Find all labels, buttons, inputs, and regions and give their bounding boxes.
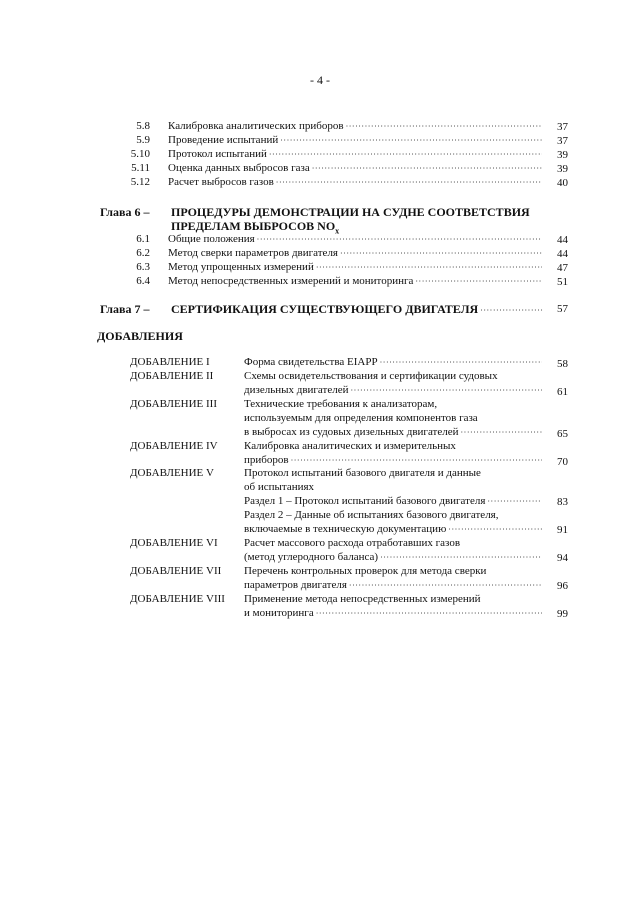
appendix-title: об испытаниях <box>244 481 315 493</box>
chapter-label: Глава 6 – <box>100 205 150 219</box>
entry-title: Общие положения ····· <box>168 233 544 246</box>
appendix-title: Протокол испытаний базового двигателя и данные <box>244 467 481 479</box>
appendix-label: ДОБАВЛЕНИЕ VIII <box>130 593 225 605</box>
entry-title: Метод упрощенных измерений ····· <box>168 261 544 274</box>
chapter-title-line1: ПРОЦЕДУРЫ ДЕМОНСТРАЦИИ НА СУДНЕ СООТВЕТСТВИЯ <box>171 205 530 219</box>
appendix-section-title: Раздел 2 – Данные об испытаниях базового двигателя, <box>244 509 499 521</box>
toc-entry <box>0 120 640 133</box>
appendix-title: Технические требования к анализаторам, <box>244 398 438 410</box>
toc-entry <box>0 162 640 175</box>
entry-title: Проведение испытаний ····· <box>168 134 544 147</box>
entry-number: 5.8 <box>136 120 150 132</box>
page-ref: 91 <box>557 524 568 536</box>
entry-title: Протокол испытаний ····· <box>168 148 544 161</box>
toc-entry <box>0 275 640 288</box>
chapter-title-line2: ПРЕДЕЛАМ ВЫБРОСОВ $NO_x$ <box>171 219 340 236</box>
entry-title: Расчет выбросов газов ····· <box>168 176 544 189</box>
appendix-title: Схемы освидетельствования и сертификации судовых <box>244 370 498 382</box>
page-ref: 57 <box>557 303 568 315</box>
page-ref: 39 <box>557 163 568 175</box>
appendix-title: Применение метода непосредственных измерений <box>244 593 481 605</box>
entry-number: 5.12 <box>130 176 150 188</box>
appendix-title: Расчет массового расхода отработавших газов <box>244 537 461 549</box>
page-ref: 99 <box>557 608 568 620</box>
appendix-section-title: включаемые в техническую документацию ····· <box>244 523 544 536</box>
entry-number: 5.11 <box>131 162 150 174</box>
entry-title: Метод непосредственных измерений и мониторинга ····· <box>168 275 544 288</box>
appendix-title: Перечень контрольных проверок для метода сверки <box>244 565 487 577</box>
page-ref: 40 <box>557 177 568 189</box>
toc-entry <box>0 261 640 274</box>
appendix-label: ДОБАВЛЕНИЕ VII <box>130 565 222 577</box>
appendix-label: ДОБАВЛЕНИЕ IV <box>130 440 218 452</box>
entry-title: Калибровка аналитических приборов ····· <box>168 120 544 133</box>
chapter-label: Глава 7 – <box>100 302 150 316</box>
appendix-title: и мониторинга ····· <box>244 607 544 620</box>
page-ref: 44 <box>557 234 568 246</box>
appendix-label: ДОБАВЛЕНИЕ V <box>130 467 214 479</box>
chapter-title: СЕРТИФИКАЦИЯ СУЩЕСТВУЮЩЕГО ДВИГАТЕЛЯ ····· <box>171 302 546 317</box>
entry-title: Оценка данных выбросов газа ····· <box>168 162 544 175</box>
page-ref: 94 <box>557 552 568 564</box>
entry-number: 6.1 <box>136 233 150 245</box>
page-ref: 47 <box>557 262 568 274</box>
appendix-title: в выбросах из судовых дизельных двигателей ····· <box>244 426 544 439</box>
appendix-label: ДОБАВЛЕНИЕ VI <box>130 537 218 549</box>
page-ref: 83 <box>557 496 568 508</box>
appendix-title: Калибровка аналитических и измерительных <box>244 440 456 452</box>
page-ref: 65 <box>557 428 568 440</box>
toc-entry <box>0 148 640 161</box>
appendix-label: ДОБАВЛЕНИЕ III <box>130 398 218 410</box>
entry-number: 6.4 <box>136 275 150 287</box>
appendix-title: дизельных двигателей ····· <box>244 384 544 397</box>
page-ref: 61 <box>557 386 568 398</box>
toc-entry <box>0 176 640 189</box>
appendix-title: Форма свидетельства EIAPP ····· <box>244 356 544 369</box>
page-number: - 4 - <box>310 73 330 87</box>
entry-number: 6.3 <box>136 261 150 273</box>
page-ref: 70 <box>557 456 568 468</box>
page-ref: 58 <box>557 358 568 370</box>
entry-number: 5.9 <box>136 134 150 146</box>
appendix-label: ДОБАВЛЕНИЕ II <box>130 370 214 382</box>
toc-entry <box>0 134 640 147</box>
entry-number: 6.2 <box>136 247 150 259</box>
toc-entry <box>0 247 640 260</box>
page-ref: 39 <box>557 149 568 161</box>
page-ref: 44 <box>557 248 568 260</box>
page-ref: 96 <box>557 580 568 592</box>
appendices-heading: ДОБАВЛЕНИЯ <box>97 329 183 343</box>
entry-title: Метод сверки параметров двигателя ····· <box>168 247 544 260</box>
appendix-title: параметров двигателя ····· <box>244 579 544 592</box>
entry-number: 5.10 <box>130 148 150 160</box>
page-ref: 51 <box>557 276 568 288</box>
page-ref: 37 <box>557 135 568 147</box>
appendix-title: используемым для определения компонентов газа <box>244 412 478 424</box>
appendix-title: приборов ····· <box>244 454 544 467</box>
chapter-7-heading <box>0 302 640 318</box>
appendix-title: (метод углеродного баланса) ····· <box>244 551 544 564</box>
appendix-label: ДОБАВЛЕНИЕ I <box>130 356 210 368</box>
page-ref: 37 <box>557 121 568 133</box>
appendix-section-title: Раздел 1 – Протокол испытаний базового двигателя ····· <box>244 495 544 508</box>
toc-entry <box>0 233 640 246</box>
